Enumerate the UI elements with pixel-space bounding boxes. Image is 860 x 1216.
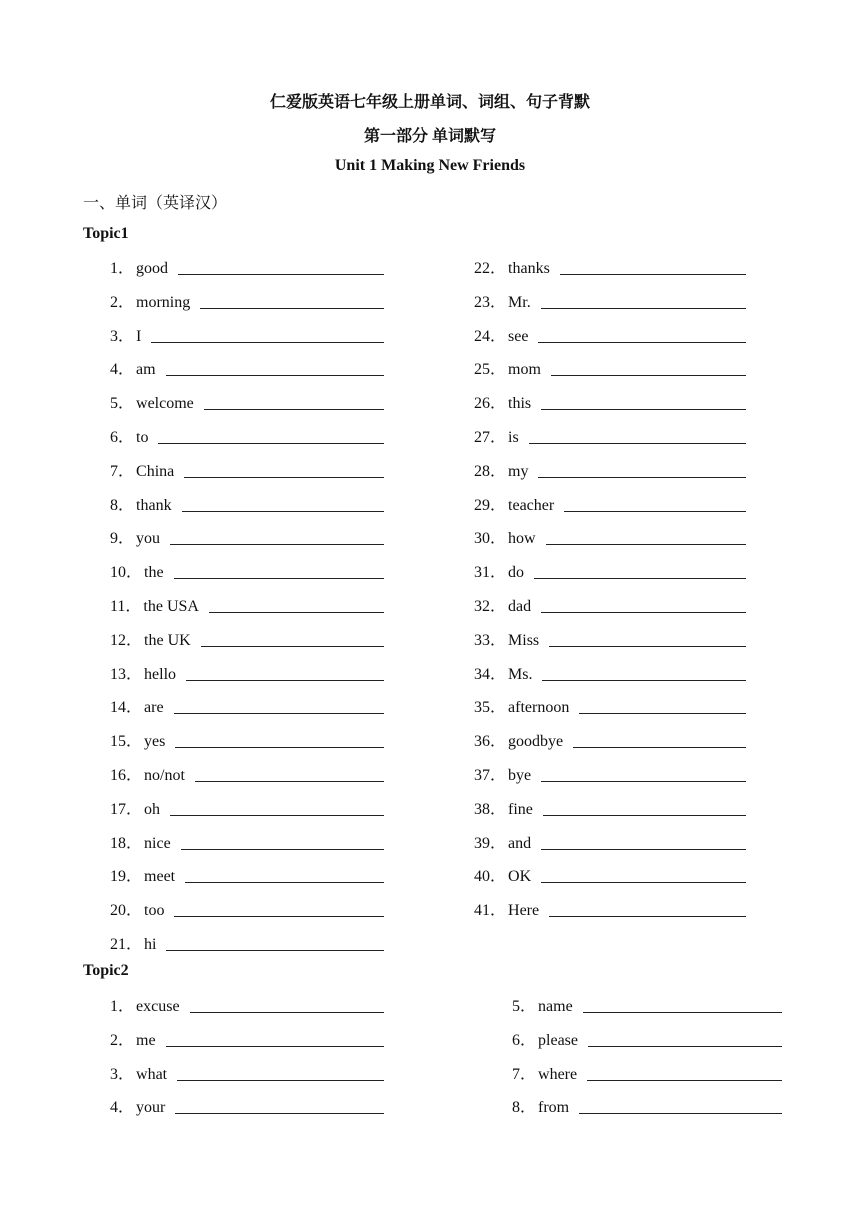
answer-blank-line[interactable] (175, 1113, 384, 1114)
vocab-item (110, 393, 194, 415)
vocab-item (110, 934, 156, 956)
item-word: welcome (136, 395, 194, 413)
item-number: 36． (474, 733, 507, 751)
vocab-item (110, 427, 148, 449)
item-number: 1． (110, 998, 135, 1015)
item-number: 6． (110, 429, 135, 446)
item-number: 28． (474, 462, 507, 480)
vocab-item (110, 461, 174, 483)
vocab-item (110, 664, 176, 686)
vocab-item (474, 630, 539, 652)
item-word: and (508, 834, 532, 852)
item-number: 3． (110, 327, 135, 345)
item-number: 7． (110, 462, 135, 480)
item-number: 33． (474, 631, 507, 649)
vocab-item (110, 799, 160, 821)
item-number: 12． (110, 631, 143, 649)
item-number: 17． (110, 800, 143, 818)
item-number: 1． (110, 260, 135, 277)
item-number: 8． (110, 496, 135, 514)
item-word: your (136, 1099, 166, 1117)
item-number: 14． (110, 699, 143, 717)
answer-blank-line[interactable] (166, 1046, 384, 1047)
answer-blank-line[interactable] (200, 308, 384, 309)
answer-blank-line[interactable] (546, 544, 746, 545)
item-number: 34． (474, 665, 507, 683)
answer-blank-line[interactable] (543, 815, 746, 816)
answer-blank-line[interactable] (541, 308, 746, 309)
item-number: 20． (110, 902, 143, 920)
item-word: meet (144, 868, 176, 886)
item-word: to (136, 429, 149, 446)
vocab-item (110, 1030, 156, 1052)
answer-blank-line[interactable] (181, 849, 384, 850)
item-number: 19． (110, 868, 143, 886)
item-word: I (136, 327, 142, 345)
item-word: OK (508, 868, 532, 886)
item-word: is (508, 429, 519, 446)
item-number: 4． (110, 361, 135, 379)
unit-heading: Unit 1 Making New Friends (334, 157, 526, 174)
item-word: goodbye (508, 733, 564, 751)
answer-blank-line[interactable] (579, 1113, 782, 1114)
vocab-item (512, 996, 573, 1018)
item-word: no/not (144, 767, 185, 784)
answer-blank-line[interactable] (185, 882, 384, 883)
vocab-item (474, 495, 554, 517)
item-number: 35． (474, 699, 507, 717)
vocab-item (474, 799, 533, 821)
answer-blank-line[interactable] (538, 342, 746, 343)
item-word: mom (508, 361, 541, 379)
item-word: the UK (144, 631, 191, 649)
vocab-item (474, 900, 539, 922)
vocab-item (474, 697, 569, 719)
answer-blank-line[interactable] (151, 342, 384, 343)
answer-blank-line[interactable] (529, 443, 746, 444)
item-number: 24． (474, 327, 507, 345)
vocab-item (474, 596, 531, 618)
item-number: 26． (474, 395, 507, 413)
answer-blank-line[interactable] (166, 950, 384, 951)
item-word: hello (144, 665, 177, 683)
answer-blank-line[interactable] (209, 612, 384, 613)
item-number: 8． (512, 1099, 537, 1117)
item-number: 2． (110, 1031, 135, 1049)
item-number: 7． (512, 1065, 537, 1083)
item-number: 13． (110, 665, 143, 683)
vocab-item (474, 833, 531, 855)
item-word: the (144, 564, 164, 582)
vocab-item (110, 1097, 165, 1119)
item-number: 25． (474, 361, 507, 379)
vocab-item (474, 528, 536, 550)
item-number: 18． (110, 834, 143, 852)
item-word: thank (136, 496, 172, 514)
vocab-item (110, 528, 160, 550)
item-word: you (136, 530, 161, 548)
vocab-item (474, 562, 524, 584)
answer-blank-line[interactable] (182, 511, 384, 512)
answer-blank-line[interactable] (186, 680, 384, 681)
vocab-item (110, 630, 191, 652)
item-number: 23． (474, 293, 507, 311)
item-word: how (508, 530, 536, 548)
vocab-item (474, 393, 531, 415)
item-word: am (136, 361, 156, 379)
vocab-item (110, 596, 199, 618)
item-word: what (136, 1065, 168, 1083)
item-word: Mr. (508, 293, 531, 311)
vocab-item (474, 427, 519, 449)
vocab-item (110, 495, 172, 517)
answer-blank-line[interactable] (541, 882, 746, 883)
item-number: 29． (474, 496, 507, 514)
vocab-item (110, 562, 164, 584)
vocab-item (110, 765, 185, 787)
item-word: please (538, 1031, 578, 1049)
answer-blank-line[interactable] (541, 849, 746, 850)
item-word: Ms. (508, 665, 533, 683)
vocab-item (474, 258, 550, 280)
item-number: 15． (110, 733, 143, 751)
vocab-item (110, 326, 141, 348)
answer-blank-line[interactable] (204, 409, 384, 410)
answer-blank-line[interactable] (587, 1080, 782, 1081)
item-number: 4． (110, 1099, 135, 1117)
item-word: me (136, 1031, 156, 1049)
item-word: are (144, 699, 164, 717)
answer-blank-line[interactable] (541, 409, 746, 410)
answer-blank-line[interactable] (190, 1012, 384, 1013)
item-word: where (538, 1065, 578, 1083)
item-number: 16． (110, 767, 143, 784)
vocab-item (110, 1064, 167, 1086)
item-word: excuse (136, 998, 180, 1015)
answer-blank-line[interactable] (549, 916, 746, 917)
vocab-item (474, 326, 528, 348)
answer-blank-line[interactable] (542, 680, 746, 681)
item-word: oh (144, 800, 161, 818)
item-word: good (136, 260, 169, 277)
item-number: 11． (110, 598, 142, 615)
item-number: 21． (110, 936, 143, 953)
vocab-item (512, 1097, 569, 1119)
item-word: the USA (143, 598, 199, 615)
item-number: 41． (474, 902, 507, 920)
item-number: 38． (474, 800, 507, 818)
item-number: 40． (474, 868, 507, 886)
answer-blank-line[interactable] (170, 544, 384, 545)
answer-blank-line[interactable] (560, 274, 746, 275)
section-label: 一、单词（英译汉） (83, 195, 228, 212)
answer-blank-line[interactable] (541, 612, 746, 613)
answer-blank-line[interactable] (541, 781, 746, 782)
vocab-item (474, 664, 532, 686)
answer-blank-line[interactable] (564, 511, 746, 512)
item-word: Here (508, 902, 540, 920)
item-word: name (538, 998, 573, 1015)
vocab-item (110, 833, 171, 855)
document-title: 仁爱版英语七年级上册单词、词组、句子背默 (269, 94, 590, 111)
item-word: Miss (508, 631, 540, 649)
topic2-label: Topic2 (83, 962, 129, 979)
item-number: 3． (110, 1065, 135, 1083)
item-number: 32． (474, 598, 507, 615)
answer-blank-line[interactable] (158, 443, 384, 444)
item-number: 5． (110, 395, 135, 413)
vocab-item (474, 359, 541, 381)
item-number: 39． (474, 834, 507, 852)
answer-blank-line[interactable] (201, 646, 384, 647)
answer-blank-line[interactable] (538, 477, 746, 478)
item-word: my (508, 462, 529, 480)
vocab-item (512, 1030, 578, 1052)
item-word: yes (144, 733, 166, 751)
answer-blank-line[interactable] (184, 477, 384, 478)
answer-blank-line[interactable] (174, 578, 384, 579)
answer-blank-line[interactable] (195, 781, 384, 782)
vocab-item (474, 731, 563, 753)
item-word: bye (508, 767, 532, 784)
vocab-item (110, 900, 164, 922)
item-number: 22． (474, 260, 507, 277)
item-number: 9． (110, 530, 135, 548)
answer-blank-line[interactable] (175, 747, 384, 748)
item-word: from (538, 1099, 570, 1117)
topic1-label: Topic1 (83, 225, 129, 242)
vocab-item (110, 697, 164, 719)
item-word: too (144, 902, 165, 920)
item-word: do (508, 564, 525, 582)
vocab-item (512, 1064, 577, 1086)
vocab-item (110, 359, 156, 381)
item-word: teacher (508, 496, 555, 514)
item-word: morning (136, 293, 191, 311)
item-number: 6． (512, 1031, 537, 1049)
answer-blank-line[interactable] (166, 375, 384, 376)
answer-blank-line[interactable] (178, 274, 384, 275)
item-word: see (508, 327, 529, 345)
item-number: 5． (512, 998, 537, 1015)
answer-blank-line[interactable] (174, 916, 384, 917)
item-number: 31． (474, 564, 507, 582)
item-number: 27． (474, 429, 507, 446)
vocab-item (474, 292, 531, 314)
answer-blank-line[interactable] (177, 1080, 384, 1081)
item-number: 30． (474, 530, 507, 548)
answer-blank-line[interactable] (170, 815, 384, 816)
answer-blank-line[interactable] (588, 1046, 782, 1047)
vocab-item (110, 731, 165, 753)
vocab-item (474, 765, 531, 787)
vocab-item (110, 866, 175, 888)
item-word: hi (144, 936, 157, 953)
item-word: thanks (508, 260, 550, 277)
item-number: 37． (474, 767, 507, 784)
item-word: China (136, 462, 175, 480)
item-word: nice (144, 834, 171, 852)
vocab-item (474, 461, 528, 483)
item-word: afternoon (508, 699, 570, 717)
answer-blank-line[interactable] (579, 713, 746, 714)
answer-blank-line[interactable] (583, 1012, 782, 1013)
answer-blank-line[interactable] (534, 578, 746, 579)
item-number: 10． (110, 564, 143, 582)
answer-blank-line[interactable] (573, 747, 746, 748)
answer-blank-line[interactable] (174, 713, 384, 714)
answer-blank-line[interactable] (549, 646, 746, 647)
part-heading: 第一部分 单词默写 (363, 128, 496, 145)
answer-blank-line[interactable] (551, 375, 746, 376)
item-word: fine (508, 800, 533, 818)
vocab-item (110, 292, 190, 314)
vocab-item (474, 866, 531, 888)
vocab-item (110, 996, 180, 1018)
item-word: this (508, 395, 532, 413)
item-number: 2． (110, 293, 135, 311)
vocab-item (110, 258, 168, 280)
item-word: dad (508, 598, 532, 615)
